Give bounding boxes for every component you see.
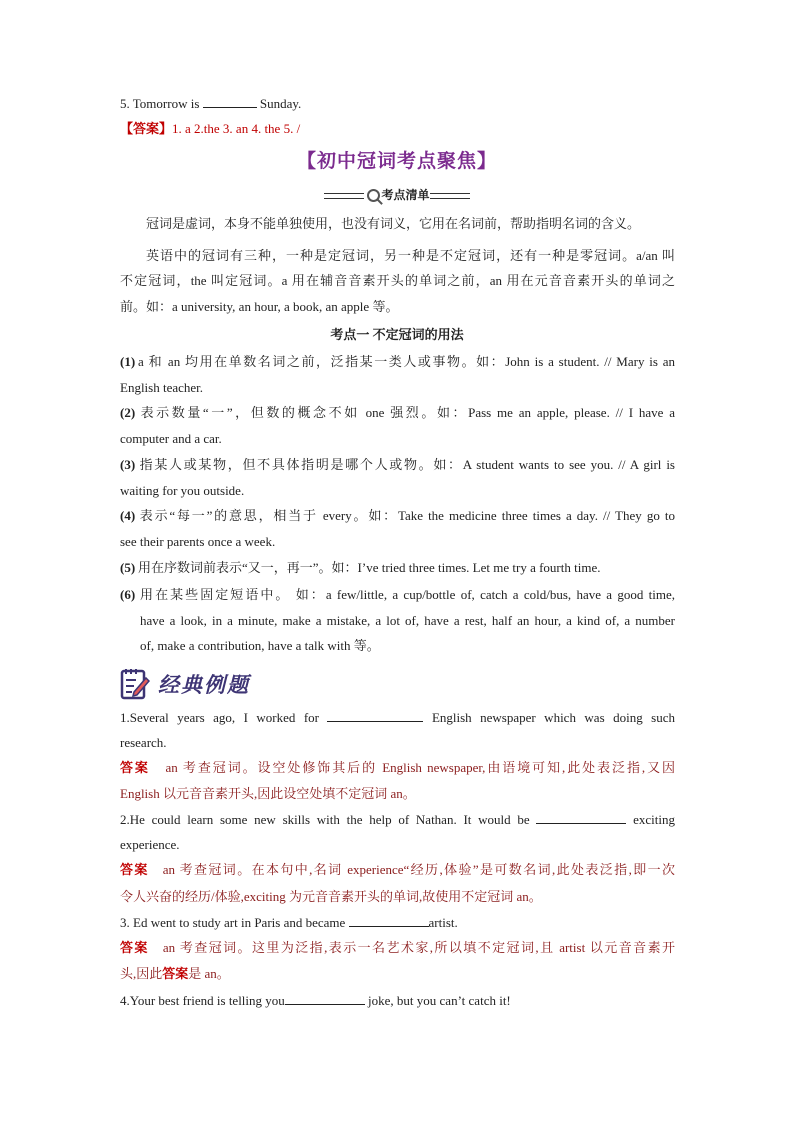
answer-text: an 考查冠词。在本句中,名词 experience“经历,体验”是可数名词,此处表泛指,即一次 <box>162 862 675 877</box>
answer-label: 答案 <box>120 862 149 877</box>
answer-blank <box>285 991 365 1005</box>
question-5 <box>120 91 675 117</box>
example-1-answer-line-1 <box>120 755 675 781</box>
answer-blank <box>349 913 429 927</box>
question-text-end: exciting <box>633 812 676 827</box>
point-6-line-2: have a look, in a minute, make a mistake, a lot of, have a rest, half an hour, a kind of, a number <box>140 613 675 628</box>
answer-blank <box>327 708 423 722</box>
point-text: 表示数量“一”，但数的概念不如 one 强烈。如：Pass me an apple, please. // I have a <box>138 405 675 420</box>
point-4-line-2: see their parents once a week. <box>120 534 276 549</box>
examples-title: 经典例题 <box>158 673 250 697</box>
example-4-question <box>120 988 675 1014</box>
example-1-question-line-2: research. <box>120 735 167 750</box>
answer-label: 答案 <box>120 940 149 955</box>
checklist-label: 考点清单 <box>381 188 430 202</box>
question-text: 3. Ed went to study art in Paris and became <box>120 915 346 930</box>
question-text: 4.Your best friend is telling you <box>120 993 285 1008</box>
answer-blank <box>536 810 626 824</box>
example-2-question-line-1 <box>120 807 675 833</box>
example-3-question <box>120 910 675 936</box>
magnifier-icon <box>367 189 380 202</box>
point-4-line-1 <box>120 503 675 529</box>
question-text: 2.He could learn some new skills with the help of Nathan. It would be <box>120 812 530 827</box>
point-1-line-1 <box>120 349 675 375</box>
point-text: a 和 an 均用在单数名词之前，泛指某一类人或事物。如：John is a student. // Mary is an <box>138 354 675 369</box>
intro-paragraph-2-line-1: 英语中的冠词有三种，一种是定冠词，另一种是不定冠词，还有一种是零冠词。a/an 叫 <box>146 248 675 263</box>
answer-text-end: 是 an。 <box>188 966 230 981</box>
point-number: (3) <box>120 457 136 472</box>
question-text-end: artist. <box>428 915 458 930</box>
question-text-end: English newspaper which was doing such <box>431 710 676 725</box>
point-text: 指某人或某物，但不具体指明是哪个人或物。如：A student wants to see you. // A girl is <box>138 457 675 472</box>
point-1-title: 考点一 不定冠词的用法 <box>330 327 464 342</box>
point-number: (4) <box>120 508 136 523</box>
point-number: (2) <box>120 405 136 420</box>
point-6-line-3: of, make a contribution, have a talk with 等。 <box>140 638 380 653</box>
point-number: (5) <box>120 560 136 575</box>
question-5-text: 5. Tomorrow is <box>120 96 200 111</box>
answer-text: 头,因此 <box>120 966 163 981</box>
question-text-end: joke, but you can’t catch it! <box>368 993 511 1008</box>
example-2-answer-line-2: 令人兴奋的经历/体验,exciting 为元音音素开头的单词,故使用不定冠词 an。 <box>120 889 542 904</box>
point-1-line-2: English teacher. <box>120 380 204 395</box>
answer-key-line <box>120 116 675 142</box>
example-1-answer-line-2: English 以元音音素开头,因此设空处填不定冠词 an。 <box>120 786 416 801</box>
intro-paragraph-2-line-2: 不定冠词，the 叫定冠词。a 用在辅音音素开头的单词之前，an 用在元音音素开头的单词之 <box>120 273 675 288</box>
example-3-answer-line-1 <box>120 935 675 961</box>
point-3-line-1 <box>120 452 675 478</box>
point-text: 用在某些固定短语中。 如：a few/little, a cup/bottle of, catch a cold/bus, have a good time, <box>138 587 675 602</box>
question-text: 1.Several years ago, I worked for <box>120 710 319 725</box>
answer-label: 答案 <box>120 760 150 775</box>
point-3-line-2: waiting for you outside. <box>120 483 245 498</box>
answer-label: 【答案】 <box>120 121 173 136</box>
notebook-pen-icon <box>120 668 150 700</box>
point-text: 表示“每一”的意思，相当于 every。如：Take the medicine three times a day. // They go to <box>138 508 675 523</box>
example-3-answer-line-2 <box>120 961 675 987</box>
point-number: (6) <box>120 587 136 602</box>
example-1-question-line-1 <box>120 705 675 731</box>
point-2-line-1 <box>120 400 675 426</box>
point-6-line-1 <box>120 582 675 608</box>
examples-banner <box>120 664 250 704</box>
intro-paragraph-1: 冠词是虚词，本身不能单独使用，也没有词义，它用在名词前，帮助指明名词的含义。 <box>146 216 641 231</box>
answer-text: an 考查冠词。这里为泛指,表示一名艺术家,所以填不定冠词,且 artist 以元音音素开 <box>162 940 675 955</box>
point-2-line-2: computer and a car. <box>120 431 222 446</box>
checklist-heading <box>0 186 794 204</box>
intro-paragraph-2-line-3: 前。如：a university, an hour, a book, an apple 等。 <box>120 299 399 314</box>
divider-left <box>324 193 364 199</box>
point-5-line-1 <box>120 555 675 581</box>
example-2-answer-line-1 <box>120 857 675 883</box>
answer-label-inline: 答案 <box>162 966 189 981</box>
divider-right <box>430 193 470 199</box>
answer-key: 1. a 2.the 3. an 4. the 5. / <box>172 121 301 136</box>
section-title: 【初中冠词考点聚焦】 <box>296 150 497 172</box>
example-2-question-line-2: experience. <box>120 837 180 852</box>
point-text: 用在序数词前表示“又一，再一”。如：I’ve tried three times. Let me try a fourth time. <box>138 560 601 575</box>
point-number: (1) <box>120 354 136 369</box>
answer-blank <box>203 94 257 108</box>
answer-text: an 考查冠词。设空处修饰其后的 English newspaper,由语境可知,此处表泛指,又因 <box>165 760 676 775</box>
question-5-text-end: Sunday. <box>259 96 302 111</box>
